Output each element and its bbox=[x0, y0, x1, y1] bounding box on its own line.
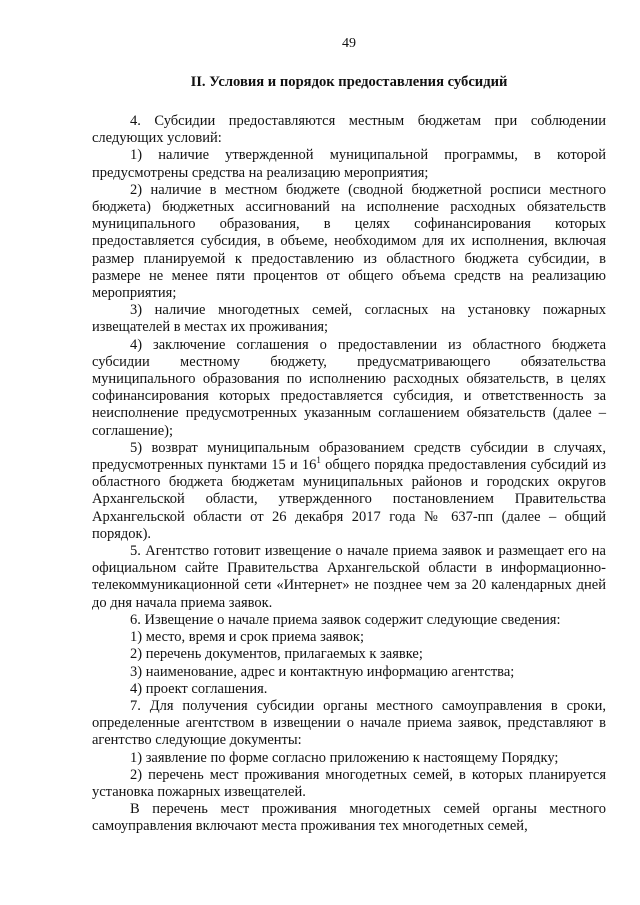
paragraph-text: 5) возврат муниципальным образованием средств субсидии в случаях, предусмотренных пунктами 15 и 16 bbox=[92, 439, 606, 474]
paragraph: 4. Субсидии предоставляются местным бюджетам при соблюдении следующих условий: bbox=[92, 113, 606, 147]
paragraph: 1) место, время и срок приема заявок; bbox=[130, 629, 364, 646]
page-number: 49 bbox=[342, 36, 356, 51]
paragraph: 1) наличие утвержденной муниципальной программы, в которой предусмотрены средства на реализацию мероприятия; bbox=[92, 147, 606, 181]
superscript: 1 bbox=[316, 455, 321, 466]
paragraph: 3) наименование, адрес и контактную информацию агентства; bbox=[130, 663, 515, 680]
paragraph: 2) перечень документов, прилагаемых к заявке; bbox=[130, 646, 423, 663]
paragraph: 2) наличие в местном бюджете (сводной бюджетной росписи местного бюджета) бюджетных ассигнований на исполнение расходных обязательств муниципального образования, в целях софинансирования которых предоставляется субсидия, в объеме, необходимом для их исполнения, включая размер планируемой к предоставлению из областного бюджета субсидии, в размере не менее пяти процентов от общего объема средств на реализацию мероприятия; bbox=[92, 181, 606, 302]
paragraph bbox=[92, 440, 606, 543]
paragraph: 1) заявление по форме согласно приложению к настоящему Порядку; bbox=[130, 749, 559, 766]
paragraph: 3) наличие многодетных семей, согласных на установку пожарных извещателей в местах их проживания; bbox=[92, 302, 606, 336]
paragraph: 2) перечень мест проживания многодетных семей, в которых планируется установка пожарных извещателей. bbox=[92, 766, 606, 800]
paragraph: 4) проект соглашения. bbox=[130, 680, 268, 697]
paragraph: 7. Для получения субсидии органы местного самоуправления в сроки, определенные агентством в извещении о начале приема заявок, представляют в агентство следующие документы: bbox=[92, 697, 606, 749]
section-title: II. Условия и порядок предоставления субсидий bbox=[190, 74, 508, 90]
paragraph: 6. Извещение о начале приема заявок содержит следующие сведения: bbox=[130, 611, 561, 628]
paragraph-text: общего порядка предоставления субсидий из областного бюджета бюджетам муниципальных районов и городских округов Архангельской области, утвержденного постановлением Правительства Архангельской области от 26 декабря 2017 года № 637-пп (далее – общий порядок). bbox=[92, 457, 606, 542]
paragraph: 4) заключение соглашения о предоставлении из областного бюджета субсидии местному бюджету, предусматривающего обязательства муниципального образования по исполнению расходных обязательств, в целях софинансирования которых предоставляется субсидия, и ответственность за неисполнение предусмотренных указанным соглашением обязательств (далее – соглашение); bbox=[92, 336, 606, 439]
document-body bbox=[92, 113, 606, 836]
paragraph: 5. Агентство готовит извещение о начале приема заявок и размещает его на официальном сайте Правительства Архангельской области в информационно-телекоммуникационной сети «Интернет» не позднее чем за 20 календарных дней до дня начала приема заявок. bbox=[92, 543, 606, 611]
paragraph: В перечень мест проживания многодетных семей органы местного самоуправления включают места проживания тех многодетных семей, bbox=[92, 801, 606, 835]
